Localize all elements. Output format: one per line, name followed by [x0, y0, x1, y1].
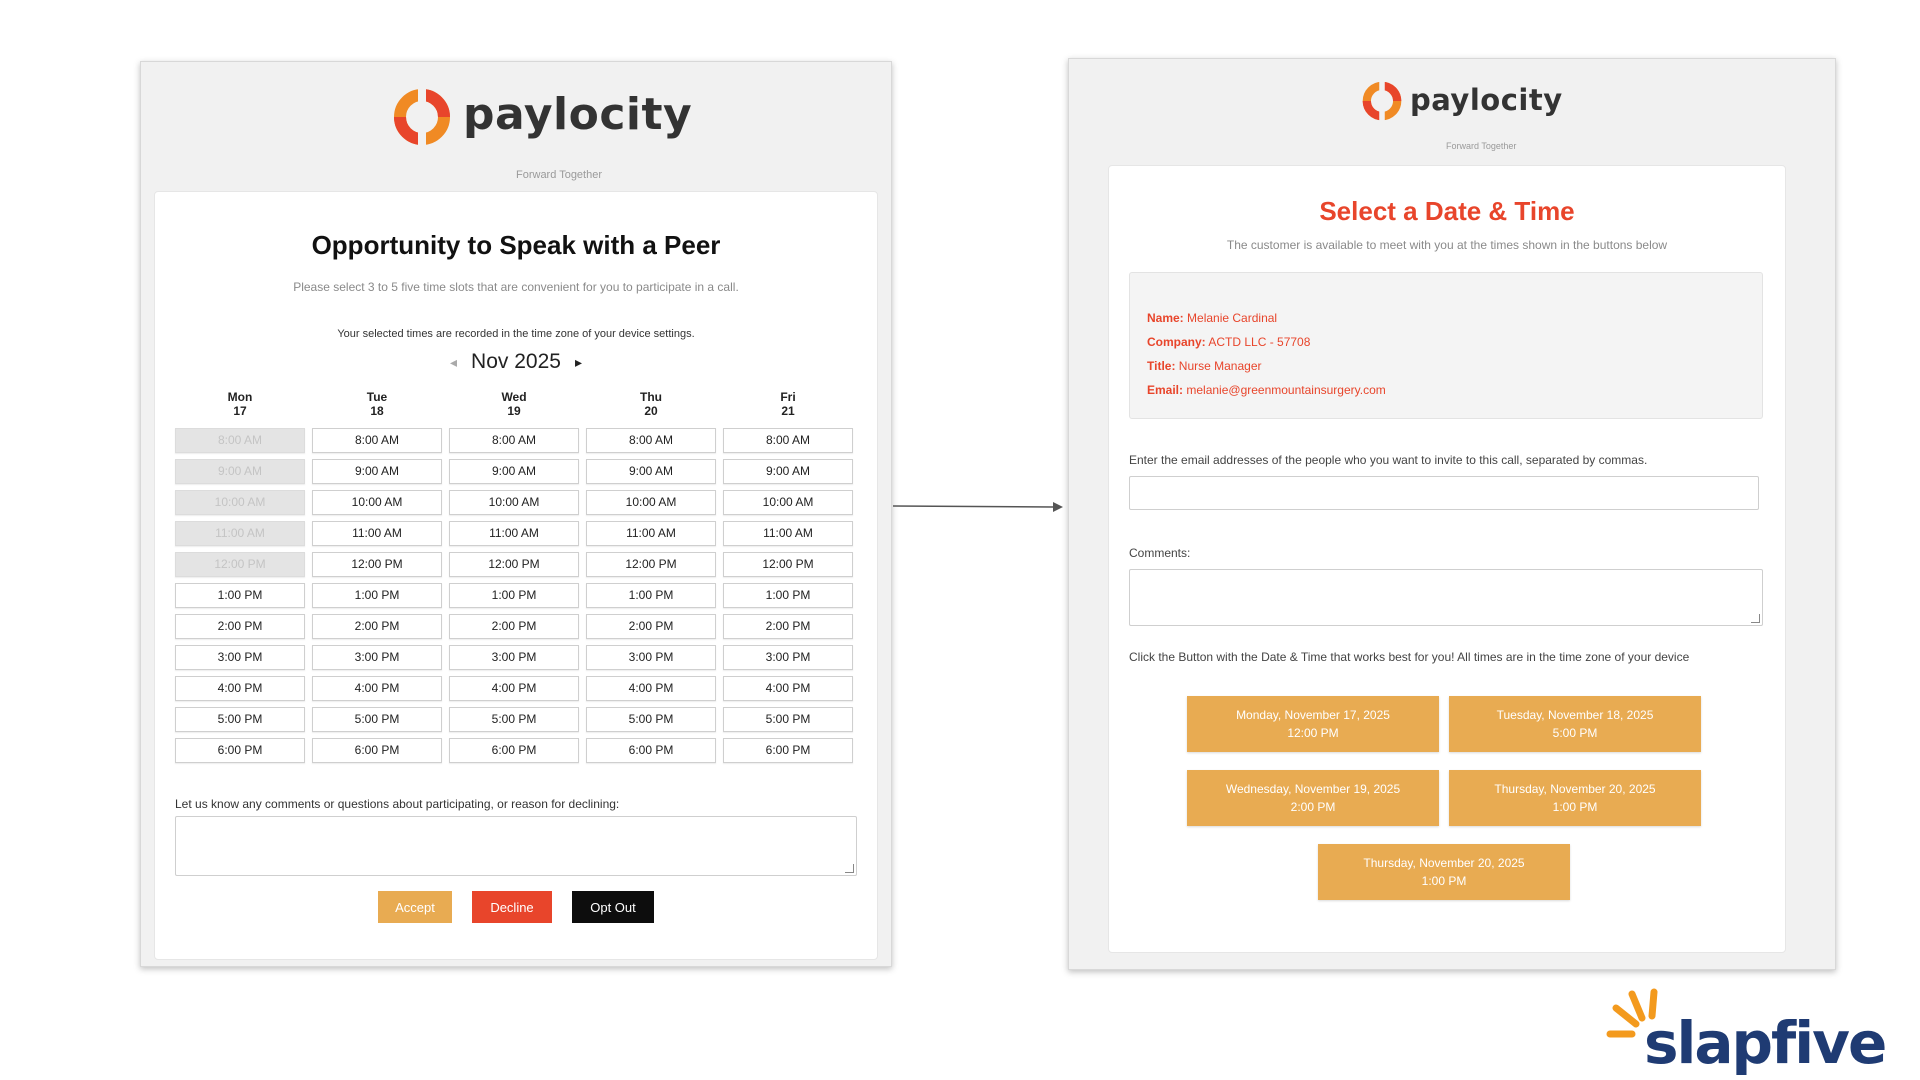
time-button-time: 1:00 PM	[1421, 874, 1467, 888]
time-slot[interactable]: 9:00 AM	[449, 459, 579, 484]
resize-handle-icon[interactable]	[845, 864, 854, 873]
time-slot[interactable]: 12:00 PM	[449, 552, 579, 577]
day-name: Wed	[501, 390, 527, 404]
time-slot[interactable]: 6:00 PM	[586, 738, 716, 763]
time-slot[interactable]: 8:00 AM	[312, 428, 442, 453]
info-email: Email: melanie@greenmountainsurgery.com	[1147, 383, 1386, 397]
time-slot[interactable]: 5:00 PM	[723, 707, 853, 732]
time-slot[interactable]: 11:00 AM	[449, 521, 579, 546]
time-slot[interactable]: 3:00 PM	[723, 645, 853, 670]
time-slot[interactable]: 8:00 AM	[586, 428, 716, 453]
next-month-icon[interactable]: ▸	[574, 353, 582, 370]
time-slot[interactable]: 9:00 AM	[586, 459, 716, 484]
time-slot: 12:00 PM	[175, 552, 305, 577]
paylocity-tagline: Forward Together	[516, 169, 603, 181]
time-slot-calendar	[175, 390, 855, 763]
day-column-fri	[723, 390, 853, 763]
time-slot[interactable]: 8:00 AM	[449, 428, 579, 453]
time-slot[interactable]: 1:00 PM	[586, 583, 716, 608]
time-slot[interactable]: 4:00 PM	[175, 676, 305, 701]
page-title: Select a Date & Time	[1319, 196, 1575, 226]
decline-button[interactable]: Decline	[472, 891, 552, 923]
paylocity-logo-icon	[1362, 81, 1402, 121]
page-subtitle: Please select 3 to 5 five time slots that are convenient for you to participate in a call.	[293, 280, 739, 294]
time-button-instructions: Click the Button with the Date & Time that works best for you! All times are in the time zone of your device	[1129, 650, 1690, 664]
paylocity-logo	[393, 88, 693, 181]
time-button-3[interactable]	[1187, 770, 1439, 826]
invite-email-label: Enter the email addresses of the people who you want to invite to this call, separated by commas.	[1129, 453, 1648, 467]
time-button-date: Thursday, November 20, 2025	[1363, 856, 1525, 870]
time-slot[interactable]: 4:00 PM	[586, 676, 716, 701]
paylocity-logo	[1362, 81, 1563, 151]
time-slot[interactable]: 2:00 PM	[175, 614, 305, 639]
day-name: Mon	[227, 390, 253, 404]
month-navigator	[155, 350, 877, 374]
comments-textarea[interactable]	[1129, 569, 1763, 626]
time-slot[interactable]: 4:00 PM	[312, 676, 442, 701]
time-slot[interactable]: 6:00 PM	[723, 738, 853, 763]
slapfive-logo	[1606, 988, 1886, 1080]
time-button-date: Wednesday, November 19, 2025	[1225, 782, 1401, 796]
select-date-card	[1108, 165, 1786, 953]
slapfive-wordmark: slapfive	[1644, 1009, 1886, 1077]
time-slot[interactable]: 10:00 AM	[312, 490, 442, 515]
day-header	[723, 390, 853, 422]
time-slot[interactable]: 1:00 PM	[723, 583, 853, 608]
time-slot[interactable]: 8:00 AM	[723, 428, 853, 453]
day-date: 18	[370, 404, 384, 418]
time-slot[interactable]: 4:00 PM	[723, 676, 853, 701]
day-header	[175, 390, 305, 422]
time-slot: 9:00 AM	[175, 459, 305, 484]
peer-invite-window	[140, 61, 892, 967]
info-company: Company: ACTD LLC - 57708	[1147, 335, 1311, 349]
time-slot[interactable]: 4:00 PM	[449, 676, 579, 701]
time-button-date: Thursday, November 20, 2025	[1494, 782, 1656, 796]
paylocity-wordmark: paylocity	[1410, 83, 1563, 117]
time-slot[interactable]: 3:00 PM	[312, 645, 442, 670]
action-buttons	[155, 891, 877, 923]
day-header	[586, 390, 716, 422]
time-slot[interactable]: 12:00 PM	[586, 552, 716, 577]
time-slot[interactable]: 3:00 PM	[586, 645, 716, 670]
time-slot: 8:00 AM	[175, 428, 305, 453]
day-date: 20	[644, 404, 658, 418]
day-header	[449, 390, 579, 422]
day-date: 21	[781, 404, 795, 418]
time-slot[interactable]: 2:00 PM	[723, 614, 853, 639]
accept-button[interactable]: Accept	[378, 891, 452, 923]
time-slot[interactable]: 5:00 PM	[312, 707, 442, 732]
time-slot[interactable]: 1:00 PM	[312, 583, 442, 608]
page-subtitle: The customer is available to meet with you at the times shown in the buttons below	[1226, 238, 1668, 252]
day-name: Thu	[640, 390, 662, 404]
time-slot[interactable]: 10:00 AM	[723, 490, 853, 515]
info-title: Title: Nurse Manager	[1147, 359, 1262, 373]
day-column-mon	[175, 390, 305, 763]
select-date-window	[1068, 58, 1836, 970]
flow-arrow-icon	[893, 498, 1065, 514]
comment-textarea[interactable]	[175, 816, 857, 876]
comments-label: Comments:	[1129, 546, 1191, 560]
time-button-1[interactable]	[1187, 696, 1439, 752]
time-slot[interactable]: 12:00 PM	[723, 552, 853, 577]
opt-out-button[interactable]: Opt Out	[572, 891, 654, 923]
info-name: Name: Melanie Cardinal	[1147, 311, 1278, 325]
time-slot[interactable]: 11:00 AM	[312, 521, 442, 546]
page-title: Opportunity to Speak with a Peer	[311, 230, 721, 260]
time-slot[interactable]: 6:00 PM	[312, 738, 442, 763]
time-slot[interactable]: 11:00 AM	[723, 521, 853, 546]
comment-label: Let us know any comments or questions about participating, or reason for declining:	[175, 797, 620, 811]
day-header	[312, 390, 442, 422]
day-date: 17	[233, 404, 247, 418]
customer-info-box	[1129, 272, 1763, 419]
time-slot[interactable]: 2:00 PM	[312, 614, 442, 639]
resize-handle-icon[interactable]	[1751, 614, 1760, 623]
month-label: Nov 2025	[471, 350, 561, 373]
day-date: 19	[507, 404, 521, 418]
time-slot[interactable]: 10:00 AM	[586, 490, 716, 515]
time-slot[interactable]: 3:00 PM	[449, 645, 579, 670]
time-slot[interactable]: 6:00 PM	[175, 738, 305, 763]
invite-email-input[interactable]	[1129, 476, 1759, 510]
time-slot[interactable]: 1:00 PM	[175, 583, 305, 608]
time-slot: 11:00 AM	[175, 521, 305, 546]
day-name: Tue	[366, 390, 388, 404]
time-button-time: 2:00 PM	[1290, 800, 1336, 814]
paylocity-logo-icon	[393, 88, 451, 146]
day-column-tue	[312, 390, 442, 763]
time-slot[interactable]: 3:00 PM	[175, 645, 305, 670]
time-slot[interactable]: 2:00 PM	[586, 614, 716, 639]
time-button-2[interactable]	[1449, 696, 1701, 752]
time-slot[interactable]: 12:00 PM	[312, 552, 442, 577]
time-slot[interactable]: 11:00 AM	[586, 521, 716, 546]
day-name: Fri	[780, 390, 796, 404]
time-slot[interactable]: 6:00 PM	[449, 738, 579, 763]
time-slot[interactable]: 10:00 AM	[449, 490, 579, 515]
paylocity-tagline: Forward Together	[1446, 141, 1517, 151]
day-column-wed	[449, 390, 579, 763]
time-slot[interactable]: 9:00 AM	[312, 459, 442, 484]
day-column-thu	[586, 390, 716, 763]
time-slot[interactable]: 2:00 PM	[449, 614, 579, 639]
timezone-note: Your selected times are recorded in the time zone of your device settings.	[337, 328, 695, 340]
peer-invite-card	[154, 191, 878, 960]
time-slot[interactable]: 5:00 PM	[586, 707, 716, 732]
time-button-date: Tuesday, November 18, 2025	[1496, 708, 1654, 722]
time-slot[interactable]: 9:00 AM	[723, 459, 853, 484]
time-button-time: 12:00 PM	[1287, 726, 1339, 740]
time-slot[interactable]: 5:00 PM	[175, 707, 305, 732]
time-button-time: 5:00 PM	[1552, 726, 1598, 740]
time-button-5[interactable]	[1318, 844, 1570, 900]
time-slot[interactable]: 5:00 PM	[449, 707, 579, 732]
time-button-time: 1:00 PM	[1552, 800, 1598, 814]
time-button-date: Monday, November 17, 2025	[1236, 708, 1390, 722]
prev-month-icon[interactable]: ◂	[450, 353, 458, 370]
time-slot[interactable]: 1:00 PM	[449, 583, 579, 608]
time-slot: 10:00 AM	[175, 490, 305, 515]
time-button-4[interactable]	[1449, 770, 1701, 826]
paylocity-wordmark: paylocity	[463, 89, 693, 140]
